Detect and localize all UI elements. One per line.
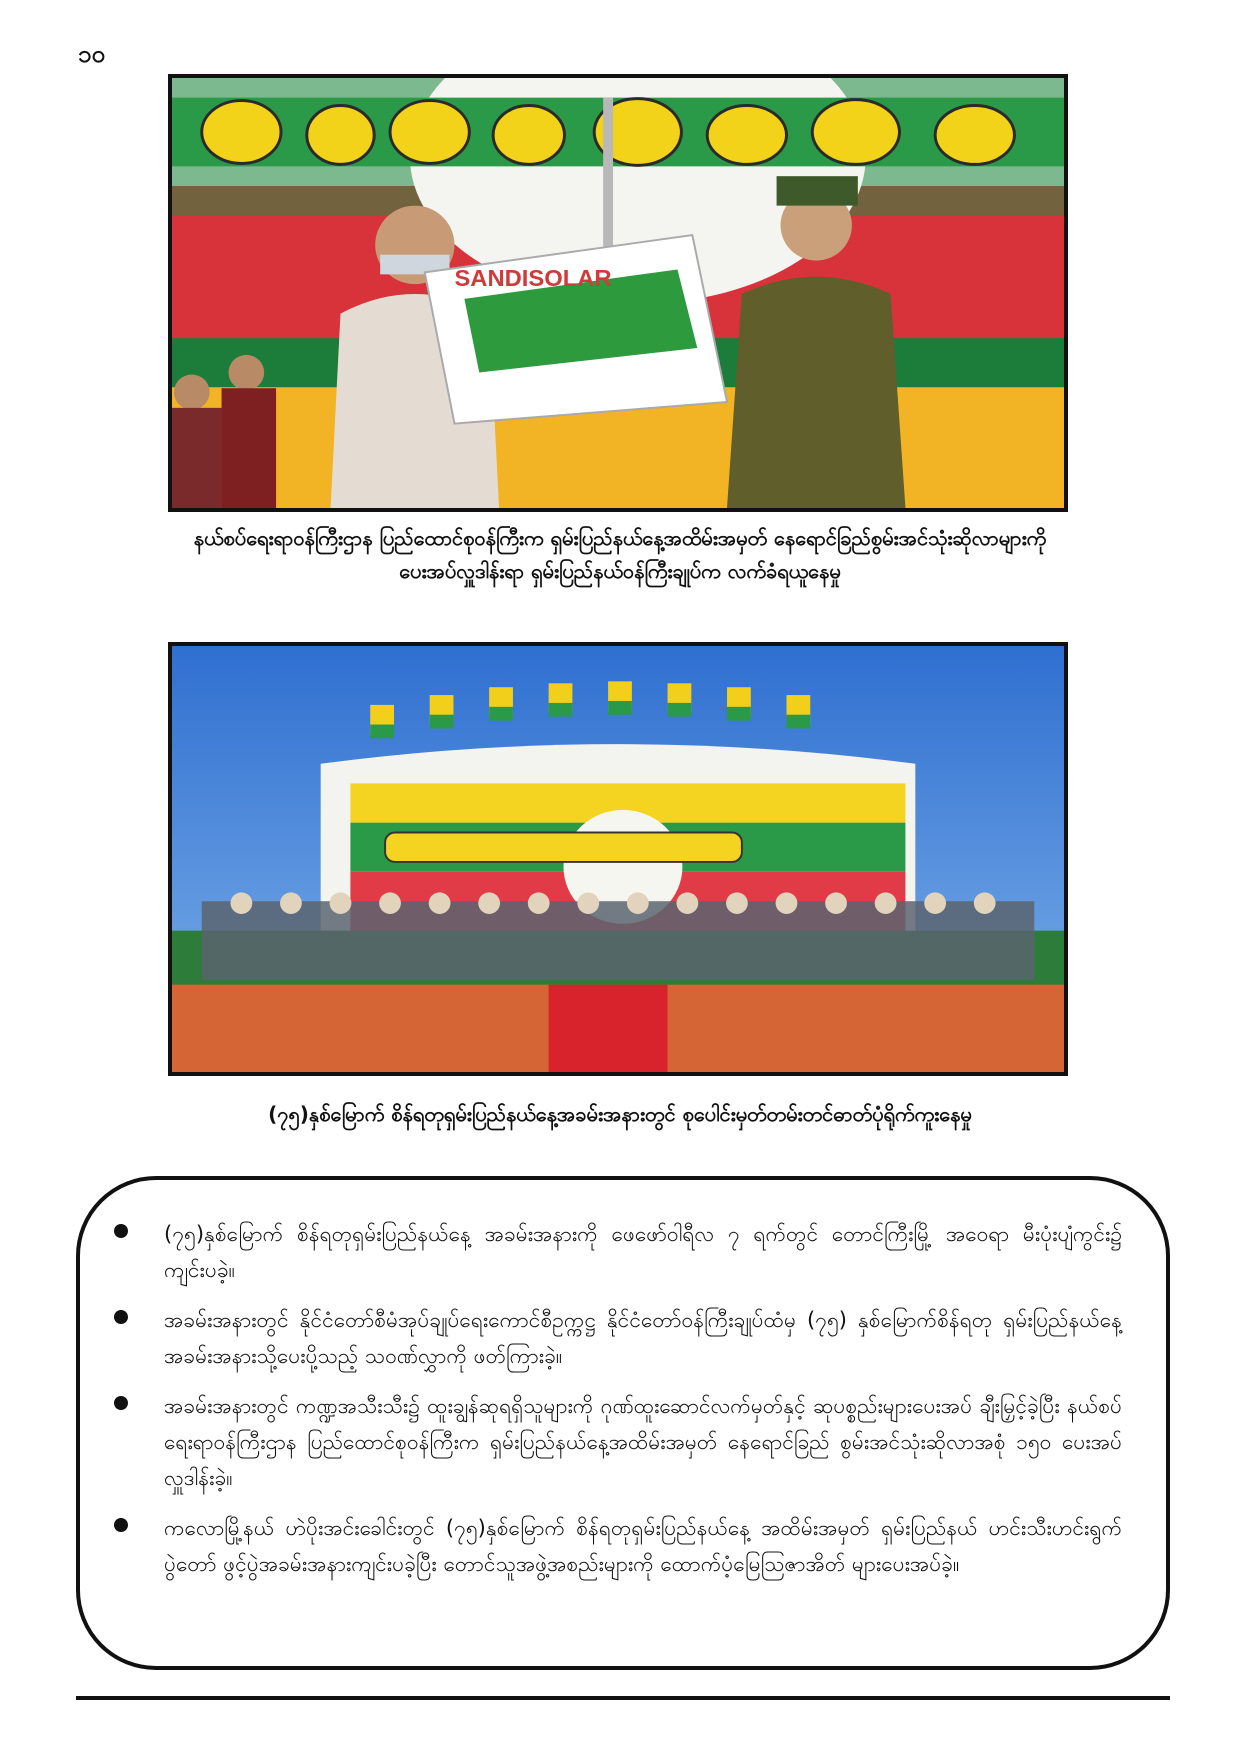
caption-line: ပေးအပ်လှူဒါန်းရာ ရှမ်းပြည်နယ်ဝန်ကြီးချုပ်က လက်ခံရယူနေမှု — [399, 559, 841, 583]
summary-box — [76, 1176, 1170, 1670]
photo-1-caption — [110, 522, 1130, 588]
solar-panel-handover-illustration — [172, 78, 1064, 508]
ceremony-group-illustration — [172, 646, 1064, 1072]
photo-2-caption — [110, 1098, 1130, 1131]
bullet-icon — [114, 1396, 128, 1410]
footer-divider — [76, 1696, 1170, 1700]
bullet-icon — [114, 1518, 128, 1532]
sign-lettering — [385, 832, 742, 861]
summary-text: အခမ်းအနားတွင် နိုင်ငံတော်စီမံအုပ်ချုပ်ရေးကောင်စီဥက္ကဋ္ဌ နိုင်ငံတော်ဝန်ကြီးချုပ်ထံမှ (၇၅) နှစ်မြောက်စိန်ရတု ရှမ်းပြည်နယ်နေ့ အခမ်းအနားသို့ပေးပို့သည့် သဝဏ်လွှာကို ဖတ်ကြားခဲ့။ — [164, 1308, 1122, 1368]
svg-text:SANDISOLAR: SANDISOLAR — [454, 266, 612, 293]
caption-line: (၇၅)နှစ်မြောက် စိန်ရတုရှမ်းပြည်နယ်နေ့အခမ်းအနားတွင် စုပေါင်းမှတ်တမ်းတင်ဓာတ်ပုံရိုက်ကူးနေမှု — [268, 1102, 972, 1126]
photo-solar-panel-handover — [168, 74, 1068, 512]
summary-text: အခမ်းအနားတွင် ကဏ္ဍအသီးသီး၌ ထူးချွန်ဆုရရှိသူများကို ဂုဏ်ထူးဆောင်လက်မှတ်နှင့် ဆုပစ္စည်းများပေးအပ် ချီးမြှင့်ခဲ့ပြီး နယ်စပ်ရေးရာဝန်ကြီးဌာန ပြည်ထောင်စုဝန်ကြီးက ရှမ်းပြည်နယ်နေ့အထိမ်းအမှတ် နေရောင်ခြည် စွမ်းအင်သုံးဆိုလာအစုံ ၁၅၀ ပေးအပ်လှူဒါန်းခဲ့။ — [164, 1394, 1122, 1490]
summary-text: (၇၅)နှစ်မြောက် စိန်ရတုရှမ်းပြည်နယ်နေ့ အခမ်းအနားကို ဖေဖော်ဝါရီလ ၇ ရက်တွင် တောင်ကြီးမြို့ အဝေရာ မီးပုံးပျံကွင်း၌ ကျင်းပခဲ့။ — [164, 1222, 1122, 1282]
caption-line: နယ်စပ်ရေးရာဝန်ကြီးဌာန ပြည်ထောင်စုဝန်ကြီးက ရှမ်းပြည်နယ်နေ့အထိမ်းအမှတ် နေရောင်ခြည်စွမ်းအင်သုံးဆိုလာများကို — [193, 526, 1047, 550]
bullet-icon — [114, 1224, 128, 1238]
summary-text: ကလောမြို့နယ် ဟဲပိုးအင်းခေါင်းတွင် (၇၅)နှစ်မြောက် စိန်ရတုရှမ်းပြည်နယ်နေ့ အထိမ်းအမှတ် ရှမ်းပြည်နယ် ဟင်းသီးဟင်းရွက်ပွဲတော် ဖွင့်ပွဲအခမ်းအနားကျင်းပခဲ့ပြီး တောင်သူအဖွဲ့အစည်းများကို ထောက်ပံ့မြေဩဇာအိတ် များပေးအပ်ခဲ့။ — [164, 1516, 1122, 1576]
bullet-icon — [114, 1310, 128, 1324]
summary-item — [114, 1510, 1122, 1582]
summary-list — [80, 1180, 1166, 1582]
summary-item — [114, 1216, 1122, 1288]
page-number: ၁၀ — [78, 40, 105, 68]
summary-item — [114, 1388, 1122, 1496]
summary-item — [114, 1302, 1122, 1374]
photo-ceremony-group — [168, 642, 1068, 1076]
